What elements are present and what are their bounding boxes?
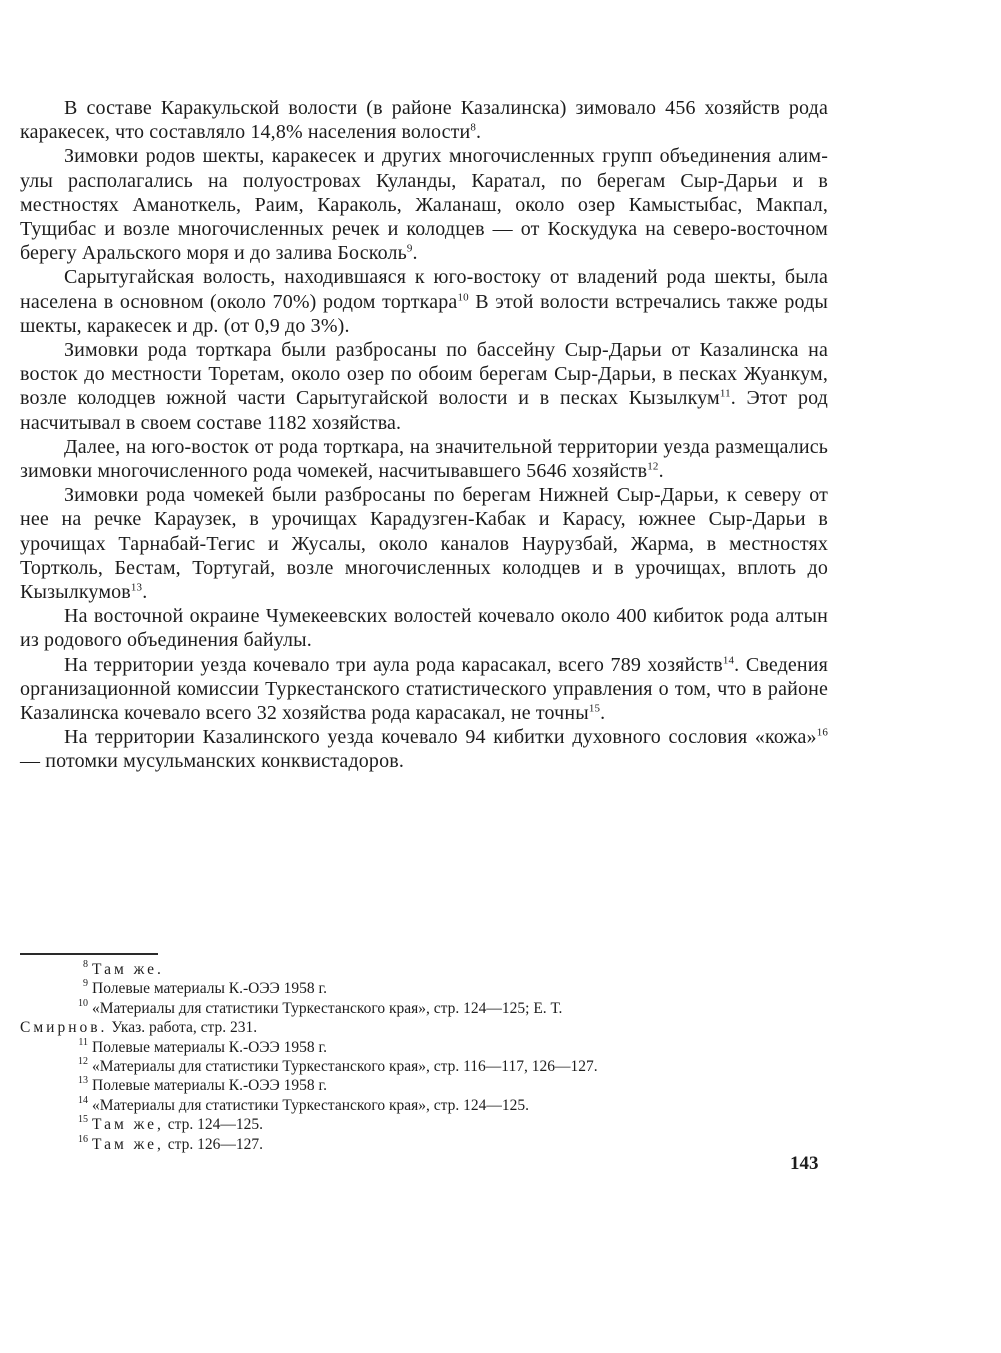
- paragraph-text: Зимовки родов шекты, каракесек и других многочисленных групп объединения алим-улы располагались на полуостровах Куланды, Каратал, по берегам Сыр-Дарьи и в местностях Аманоткель, Раим, Караколь, Жаланаш, около озер Камыстыбас, Макпал, Тущибас и возле многочисленных речек и колодцев — от Коскудука на северо-восточном берегу Аральского моря и до залива Босколь: [20, 145, 828, 265]
- paragraph-text: Зимовки рода торткара были разбросаны по бассейну Сыр-Дарьи от Казалинска на восток до местности Торетам, около озер по обоим берегам Сыр-Дарьи, в песках Жуанкум, возле колодцев южной части Сарытугайской волости и в песках Кызылкум: [20, 339, 828, 410]
- footnote-text: Полевые материалы К.-ОЭЭ 1958 г.: [92, 1077, 328, 1095]
- paragraph: [20, 144, 828, 265]
- footnote: [20, 1038, 828, 1057]
- footnote-text: стр. 126—127.: [163, 1135, 263, 1153]
- paragraph-tail: . Сведения организационной комиссии Туркестанского статистического управления о том, что в районе Казалинска кочевало всего 32 хозяйства рода карасакал, не точны: [20, 653, 828, 725]
- footnote-number: 15: [78, 1114, 88, 1126]
- footnote: [20, 1115, 828, 1134]
- footnote-lead: Там же,: [92, 1116, 164, 1134]
- paragraph-tail: .: [600, 702, 606, 725]
- page-number: 143: [790, 1153, 819, 1174]
- footnote-ref: 10: [457, 290, 469, 303]
- paragraph: [20, 338, 828, 435]
- footnote-text: «Материалы для статистики Туркестанского края», стр. 124—125.: [92, 1096, 530, 1114]
- footnote: [20, 960, 828, 979]
- footnote-text: «Материалы для статистики Туркестанского края», стр. 116—117, 126—127.: [92, 1058, 598, 1076]
- footnote-number: 9: [83, 978, 88, 990]
- paragraph-tail: .: [658, 460, 664, 483]
- footnote-number: 11: [78, 1036, 88, 1048]
- footnote: [20, 1076, 828, 1095]
- footnote-ref: 15: [588, 702, 601, 715]
- paragraph-text: Далее, на юго-восток от рода торткара, на значительной территории уезда размещались зимовки многочисленного рода чомекей, насчитывавшего 5646 хозяйств: [20, 435, 828, 483]
- paragraph-tail: .: [476, 121, 482, 144]
- footnote-continuation: [20, 1018, 828, 1037]
- paragraph: [20, 483, 828, 604]
- footnote-text: Указ. работа, стр. 231.: [107, 1019, 258, 1037]
- footnote-number: 14: [78, 1094, 88, 1106]
- footnote-ref: 13: [130, 581, 143, 594]
- paragraph: [20, 265, 828, 338]
- paragraph: [20, 604, 828, 652]
- paragraph-text: На территории Казалинского уезда кочевало 94 кибитки духовного сословия «кожа»: [64, 726, 817, 749]
- footnote-author: Смирнов.: [20, 1019, 108, 1037]
- paragraph-text: Зимовки рода чомекей были разбросаны по берегам Нижней Сыр-Дарьи, к северу от нее на речке Караузек, в урочищах Карадузген-Кабак и Карасу, южнее Сыр-Дарьи в урочищах Тарнабай-Тегис и Жусалы, около каналов Наурузбай, Жарма, в местностях Тортколь, Бестам, Тортугай, возле многочисленных колодцев и в урочищах, вплоть до Кызылкумов: [20, 484, 828, 604]
- footnotes: [20, 960, 828, 1154]
- footnote-ref: 12: [647, 460, 659, 473]
- footnote: [20, 1096, 828, 1115]
- footnote: [20, 999, 828, 1018]
- paragraph-text: На восточной окраине Чумекеевских волостей кочевало около 400 кибиток рода алтын из родового объединения байулы.: [20, 605, 828, 652]
- footnote-ref: 9: [406, 242, 413, 255]
- footnote-divider: [20, 953, 158, 955]
- paragraph: [20, 435, 828, 483]
- footnote: [20, 979, 828, 998]
- footnote-number: 16: [78, 1133, 88, 1145]
- paragraph: [20, 96, 828, 144]
- paragraph-text: В составе Каракульской волости (в районе Казалинска) зимовало 456 хозяйств рода каракесек, что составляло 14,8% населения волости: [20, 97, 828, 144]
- paragraph-tail: .: [142, 581, 148, 604]
- paragraph: [20, 725, 828, 773]
- footnote-text: Полевые материалы К.-ОЭЭ 1958 г.: [92, 1038, 328, 1056]
- footnote-text: Полевые материалы К.-ОЭЭ 1958 г.: [92, 980, 328, 998]
- paragraph-tail: — потомки мусульманских конквистадоров.: [20, 750, 404, 773]
- footnote-number: 8: [83, 959, 88, 970]
- paragraph-text: На территории уезда кочевало три аула рода карасакал, всего 789 хозяйств: [64, 653, 723, 676]
- paragraph-tail: . Этот род насчитывал в своем составе 1182 хозяйства.: [20, 387, 828, 434]
- footnote-ref: 11: [719, 387, 731, 400]
- paragraph-tail: В этой волости встречались также роды шекты, каракесек и др. (от 0,9 до 3%).: [20, 290, 828, 337]
- footnote-number: 10: [78, 997, 88, 1009]
- footnote: [20, 1135, 828, 1154]
- paragraph-text: Сарытугайская волость, находившаяся к юго-востоку от владений рода шекты, была населена в основном (около 70%) родом торткара: [20, 266, 828, 313]
- paragraph-tail: .: [412, 242, 418, 265]
- footnote-number: 12: [78, 1056, 88, 1068]
- footnote-ref: 14: [722, 654, 735, 667]
- footnote-lead: Там же,: [92, 1135, 164, 1153]
- footnote: [20, 1057, 828, 1076]
- footnote-text: «Материалы для статистики Туркестанского края», стр. 124—125; Е. Т.: [92, 999, 563, 1017]
- footnote-ref: 16: [816, 726, 828, 739]
- footnote-lead: Там же.: [92, 961, 164, 978]
- paragraph: [20, 653, 828, 726]
- footnote-number: 13: [78, 1075, 88, 1087]
- footnote-ref: 8: [470, 121, 477, 134]
- body-text: [20, 96, 828, 774]
- footnote-text: стр. 124—125.: [163, 1116, 263, 1134]
